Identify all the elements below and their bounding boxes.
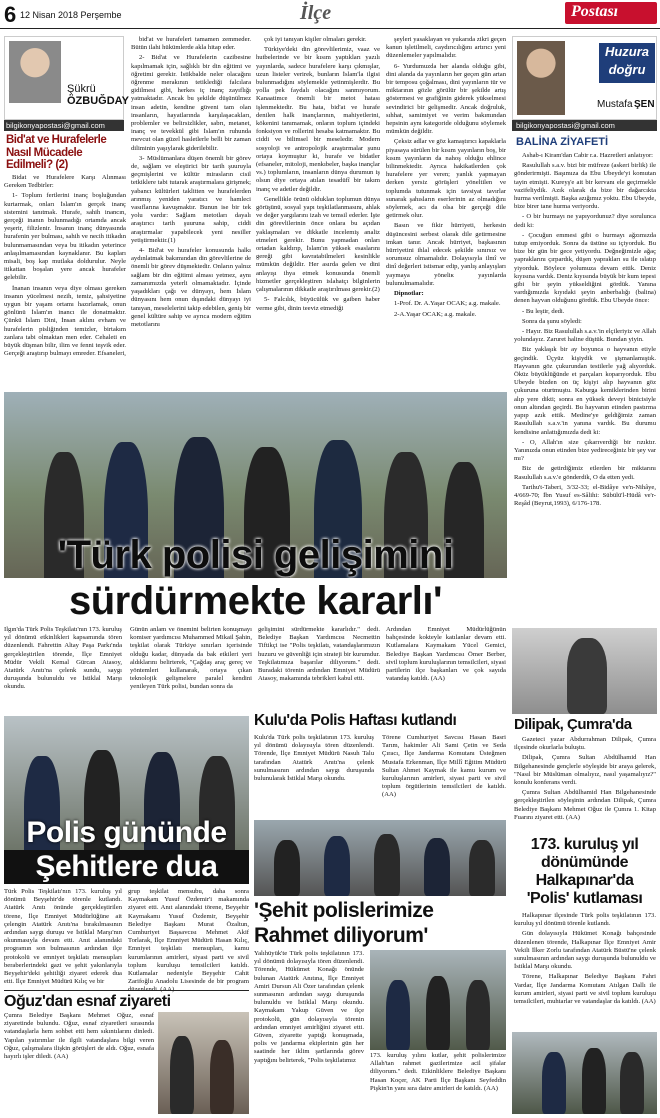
photo-person (426, 976, 450, 1050)
photo-person (274, 840, 300, 896)
right-email-bar: bilgikonyapostasi@gmail.com (512, 120, 657, 131)
photo-person (567, 638, 607, 714)
main-story-col2: Günün anlam ve önemini belirten konuşmayı komiser yardımcısı Muhammed Mikail Şahin, teşkilat olarak Türkiye sınırları içerisinde olduğu kadar, dünyada da bak etkileri yeri aldıklarını belirterek, "Çağdaş araç gereç ve yöntemleri kullanarak, ortaya çıkan teknolojik gelişmelere paralel kendini yenileyen Türk polisi, bundan sonra da (130, 626, 252, 691)
sehit-col1: Yalıhüyük'te Türk polis teşkilatının 173. yıl dönümü dolayısıyla tören düzenlendi. Törende, Hükümet Konağı önünde bulunan Atatürk Anıtına, İlçe Emniyet Amiri Dursun Ali Özer tarafından çelenk sunmasının ardından saygı duruşunda bulunuldu ve İstiklal Marşı okundu. Kaymakam Yakup Güven ve ilçe protokolü, gün dolayısıyla törenin ardından emniyet amirliğini ziyaret etti. Güven, ziyarette yaptığı konuşmada, polis ve jandarma ekiplerinin gün her saatinde her iklim şartlarında görev yaptığını belirterek, "Polis teşkilatımız (254, 950, 364, 1064)
photo-person (374, 834, 400, 896)
left-article-title: Bid'at ve Hurafelerle Nasıl Mücadele Edilmeli? (2) (6, 134, 107, 171)
dilipak-photo (512, 628, 657, 714)
photo-person (466, 980, 490, 1050)
left-author-box (4, 36, 129, 120)
sehit-headline-line1: 'Şehit polislerimize (254, 899, 434, 922)
right-author-first-name: Mustafa (597, 99, 633, 110)
masthead-logo (565, 2, 657, 24)
photo-person (170, 1036, 194, 1114)
oguz-photo (158, 1012, 249, 1114)
photo-person (386, 980, 410, 1050)
halkapinar-headline (512, 836, 657, 908)
article-column-4: şeyleri yasaklayan ve yukarıda zikri geçen kanun işletilmeli, caydırıcılığını artırıcı yeni düzenlemeler yapılmalıdır. 6- Yurdumuzda her alanda olduğu gibi, dini alanda da yayınların her geçen gün artan bir temposu çoğalması, dini yayınların tür ve miktarının gözle görülür bir şekilde artış göstermesi ve grafiğinin giderek yükselmesi sevindirici bir gelişmedir. Ancak doğruluk, sıhhat, samimiyet ve verim bakımından hepsinin aynı kategoride olduğunu söylemek mümkün değildir. Çeksiz adlar ve göz kamaştırıcı kapaklarla piyasaya sürülen bir kısım yayınların boş, bir kısım yayınların da nahoş olduğu ehlince bilinmektedir. Ayrıca hakikatlerden çok hurafelere yer veren; yanlık yapmayan derken yersiz görüşleri yöneltilen ve toplumda tutunmak için tavsiyat tavırlar sunarak şahısların eserlerinin az olmadığını söylemek, acı da olsa bir gerçeği dile getirmek olur. Basın ve fikir hürriyeti, herkesin düşüncesini serbest olarak dile getirmesine imkan tanır. Ancak hürriyet, başkasının hürriyetini ihlal edecek şekilde sınırsız ve sorumsuz olmamalıdır. Dolayısıyla ilmî ve dinî değerleri istismar edip, yanlış anlayışları yaymaya yöneliк yayınlarda bulunulmamalıdır. Dipnotlar: 1-Prof. Dr. A.Yaşar OCAK; a.g. makale. 2-A.Yaşar OCAK; a.g. makale. (386, 36, 506, 318)
dilipak-headline: Dilipak, Çumra'da (514, 716, 632, 733)
issue-date: 12 Nisan 2018 Perşembe (20, 10, 122, 20)
polis-gunu-headline-line1: Polis gününde (26, 816, 227, 849)
sehit-col2: 173. kuruluş yılını kutlar, şehit polislerimize Allah'tan rahmet gazilerimize acil şifalar diliyorum." dedi. Etkinliklere Belediye Başkanı Hasan Koçer, AK Parti İlçe Başkanı Seyfeddin Pişkin'in yanı sıra daire amirleri de katıldı. (AA) (370, 1052, 506, 1092)
sehit-headline-line2: Rahmet diliyorum' (254, 924, 428, 947)
photo-person (210, 1040, 234, 1114)
photo-person (542, 1052, 566, 1114)
main-story-col4: Ardından Emniyet Müdürlüğünün bahçesinde kokteyle katılanlar devam etti. Kutlamalara Kaymakam Yücel Gemici, Belediye Başkan Yardımcısı Ömer Berber, sivil toplum kuruluşlarının temsilcileri, siyasi partilerin ilçe başkanları ve çok sayıda vatandaş katıldı. (AA) (386, 626, 506, 683)
right-author-last-name: ŞEN (634, 99, 655, 110)
photo-person (324, 836, 350, 896)
kulu-headline: Kulu'da Polis Haftası kutlandı (254, 712, 457, 729)
article-column-2: bid'at ve hurafeleri tamamen zemmeder. Bütün ilahi hükümlerde akla hitap eder. 2- Bid'at ve Hurafelerin cazibesine kapılmamak için, sağlıklı bir din eğitimi ve öğretimi gerekir. İstikbalde neler olacağını öğrenme merakının tetiklediği falcılara gidilmesi gibi, herkes iç inanç zayıflığı yatmaktadır. Ancak bu şekilde düşünülmez insan adetin, kendine güveni tam olan insanların, hayatlarında karşılaşacakları, problemler ve belirsizlikler, sabrı, metanet, inanç ve tevekkül gibi İslam'ın ruhunda mevcut olan güzel hasletlerle belli bir zaman diliminin yaşıylarak giderilebilir. 3- Müslümanlara düşen önemli bir görev de, sağlam ve eleştirici bir tarih şuuruyla geçmişlerini ve kültür mirasların cisil tetkiklere tabi tutarak araştırmalara girişmek; yabancı kültürleri taklitten ve hurafelerden arınmış yeniden yaratıcı ve hamleci vasıflarına kavuşmaktır. Bunun ise bir tek yolu vardır: Sağlam metotları dayalı araştırıcı tarih şuuruna sahip, ciddi araştırmalar yapabilecek yeni nesiller yetiştirmektir.(1) 4- Bid'at ve hurafeler konusunda halkı aydınlatmak bakımından din görevlilerine de önemli bir görev düşmektedir. Onların yalnız sağlam bir din eğitimi alması yetmez, aynı zamanımızda yeterli olmamaktadır. İçinde yaşadıkları çağı ve dünyayı, hem İslam dünyasını hem onun dışındaki dünyayı iyi tanıyan, meselelerini takip edebilen, geniş bir genel kültüre sahip ve ayrıca modern eğitim metotlarını (131, 36, 251, 328)
author-first-name: Şükrü (67, 83, 96, 95)
author-photo (9, 41, 61, 103)
halkapinar-headline-line2: dönümünde (540, 854, 629, 871)
photo-person (424, 838, 450, 896)
photo-person (582, 1048, 606, 1114)
right-author-photo (517, 41, 565, 115)
oguz-body: Çumra Belediye Başkanı Mehmet Oğuz, esnaf ziyaretinde bulundu. Oğuz, esnaf ziyaretleri sırasında vatandaşlarla hem sohbet etti hem sıkıntılarını dinledi. Yapılan yatırımlar ile ilgili vatandaşlara bilgi veren Oğuz, çalışmalara ilişkin görüşleri de aldı. Oğuz, esnafa hayırlı işler diledi. (AA) (4, 1012, 154, 1061)
main-story-col1: Ilgın'da Türk Polis Teşkilatı'nın 173. kuruluş yıl dönümü etkinlikleri kapsamında tören düzenlendi. Fahrettin Altay Paşa Parkı'nda gerçekleştirilen törende, İlçe Emniyet Müdür Vekili Kemal Gürcan Atasoy, Atatürk Anıtı'na çelenk sundu, saygı duruşunda bulunuldu ve İstiklal Marşı okundu. (4, 626, 122, 691)
dilipak-body: Gazeteci yazar Abdurrahman Dilipak, Çumra ilçesinde okurlarla buluştu. Dilipak, Çumra Sultan Abdülhamid Han Bilgehanesinde gençlerle söyleşide bir araya gelerek, "Nasıl bir Müslüman olmalıyız, nasıl yaşamalıyız?" konulu konferans verdi. Çumra Sultan Abdülhamid Han Bilgehanesinde gerçekleştirilen söyleşinin ardından Dilipak, Çumra Belediye Başkanı Mehmet Oğuz ile Çumra 1. Kitap Fuarını ziyaret etti. (AA) (514, 736, 656, 821)
polis-gunu-headline (4, 816, 249, 884)
left-email-bar: bilgikonyapostasi@gmail.com (4, 120, 124, 131)
column-name-box (599, 43, 655, 83)
right-author-box (512, 36, 657, 120)
main-headline-line1: 'Türk polisi gelişimini (57, 533, 454, 577)
column-name-line2: doğru (608, 62, 646, 77)
halkapinar-body: Halkapınar ilçesinde Türk polis teşkilatının 173. kuruluş yıl dönümü törenle kutlandı. Gün dolayısıyla Hükümet Konağı bahçesinde düzenlenen törende, Halkapınar İlçe Emniyet Amir Vekili İlker Zorlu tarafından Atatürk Büstü'ne çelenk sunulmasının ardından saygı duruşunda bulunuldu ve İstiklal Marşı okundu. Törene, Halkapınar Belediye Başkanı Fahri Vardar, İlçe Jandarma Komutanı Atılgan Dallı ile kurum amirleri, siyasi parti ve sivil toplum kuruluşu temsilcileri, muhtarlar ve vatandaşlar da katıldı. (AA) (514, 912, 656, 1006)
halkapinar-headline-line1: 173. kuruluş yıl (530, 836, 639, 853)
main-headline-line2: sürdürmekte kararlı' (4, 578, 507, 624)
photo-person (620, 1052, 644, 1114)
main-headline (4, 532, 507, 624)
main-story-col3: gelişimini sürdürmekte kararlıdır." dedi. Belediye Başkan Yardımcısı Necmettin Tiftikçi ise "Polis teşkilatı, vatandaşlarımızın huzuru ve güvenliği için strateji bir kurumdur. Teşkilatımıza başarılar diliyorum." dedi. Buradaki törenin ardından Emniyet Müdürü Atasoy, makamında tebrikleri kabul etti. (258, 626, 380, 683)
polis-gunu-col1: Türk Polis Teşkilatı'nın 173. kuruluş yıl dönümü Beyşehir'de törenle kutlandı. Atatürk Anıtı önünde gerçekleştirilen törene, İlçe Emniyet Müdürlüğüne ait çelengin Atatürk Anıtı'na bırakılmasının ardından saygı duruşu ve İstiklal Marşı'nın okunmasıyla devam etti. Anıt alanındaki programın son bulmasının ardından ilçe protokolü ve emniyet teşkilatı mensupları beraberlerindeki gazi ve şehit yakınlarıyla Beyşehir'deki şehitliği ziyaret ederek dua etti. İlçe Emniyet Müdürü Kılıç ve bir (4, 888, 122, 986)
author-last-name: ÖZBUĞDAY (67, 95, 129, 107)
section-title: İlçe (300, 2, 332, 24)
page-number: 6 (4, 2, 17, 27)
right-article-title: BALİNA ZİYAFETİ (516, 136, 609, 148)
polis-gunu-col2: grup teşkilat mensubu, daha sonra Kaymakam Yusuf Özdemir'i makamında ziyaret etti. Anıt alanındaki törene, Beyşehir Kaymakamı Yusuf Özdemir, Beyşehir Belediye Başkanı Murat Özaltun, Cumhuriyet Başsavcısı Mehmet Akif Torlarak, İlçe Emniyet Müdürü Hasan Kılıç, Emniyet teşkilatı mensupları, kamu kurumlarının amirleri, siyasi parti ve sivil toplum kuruluşu temsilcileri katıldı. Kutlamalar nedeniyle Beyşehir Cahit Zarifoğlu Anadolu Lisesinde de bir program düzenlendi. (AA) (128, 888, 249, 994)
header-rule (0, 28, 660, 29)
page-header (0, 0, 660, 30)
masthead-text: Postası (571, 3, 619, 20)
oguz-headline: Oğuz'dan esnaf ziyareti (4, 990, 249, 1011)
right-article-body: Ashab-ı Kiram'dan Cabir r.a. Hazretleri anlatıyor: Rasulullah s.a.v. bizi bir müfreze (askeri birlik) ile gönderirmişti. Başımıza da Ebu Ubeyde'yi komutan tayin etmişti. Kureyş'e ait bir kervanı ele geçirmekle vazifeliydik. Azık olarak da bize bir dağarcıkta hurma verilmişti. Başka azığımız yoktu. Ebu Ubeyde, bize birer tane hurma veriyordu. - O bir hurmayı ne yapıyordunuz? diye sorulunca dedi ki: - Çocuğun emmesi gibi o hurmayı ağzımızda tutup emiyorduk. Sonra da üstüne su içiyorduk. Bu bize bir gün bir gece yetiyordu. Değneğimizle ağaç yapraklarını çırpardık, düşen yaprakları su ile ıslatıp yiyorduk. Böylece yolumuza devam ettik. Deniz kıyısına vardık. Deniz kıyısında büyük bir kum tepesi gibi bir şeyin yükseldiğini gördük. Yanına vardığımızda kıyıdaki şeyin anberbalığı (balina) denen hayvan olduğunu gördük. Ebu Ubeyde önce: - Bu leştir, dedi. Sonra da şunu söyledi: - Hayır. Biz Rasulullah s.a.v.'in elçileriyiz ve Allah yolundayız. Zaruret haline düştük. Bundan yiyin. Biz yaklaşık bir ay boyunca o hayvanın etiyle geçindik. Üçyüz kişiydik ve şişmanlamıştık. Hayvanın göz çukurundan testilerle yağ alıyorduk. Öküz büyüklüğünde et parçaları koparıyorduk. Ebu Ubeyde bizden on üç kişiyi alıp hayvanın göz çukuruna oturtmuştu. Kaburga kemiklerinden birini alıp yere dikti; sonra en yüksek deveyi binicisiyle onun altından geçirdi. Bu hayvanın etinden pastırma yapıp azık ettik. Medine'ye geldiğimiz zaman Rasulullah s.a.v.'in yanına vardık. Bu durumu kendisine anlattığımızda dedi ki: - O, Allah'ın size çıkarıverdiği bir rızıktır. Yanınızda onun etinden bize yedireceğiniz bir şey var mı? Biz de getirdiğimiz etlerden bir miktarını Rasulullah s.a.v.'e gönderdik, O da etten yedi. Tarihu't-Taberi, 3/32-33; el-Bidâye ve'n-Nihâye, 4/669-70; İbn Yusuf es-Sâlihi: Sübülü'l-Hüdâ ve'r-Reşâd (Beyrut,1993), 6/176-178. (514, 152, 656, 508)
halkapinar-headline-line4: 'Polis' kutlaması (526, 890, 643, 907)
article-column-3: çok iyi tanıyan kişiler olmaları gerekir. Türkiye'deki din görevlilerimiz, vaaz ve hutbelerinde ve bir kısım yaptıkları yazılı yayınlarda, sadece hurafelere karşı çıkmışlar, uzun listeler verirek, bunların İslam'la ilgisi bulunmadığını söylemekle yetinmişlerdir. Bu yolla pek faydalı olacağını sanmıyorum. Kanaatimce önemli bir metot hatası işlenmektedir. Bu hata, bid'at ve hurafe denilen halk inançlarının, mahiyetlerini, kökenini tanımamak, onların toplum içindeki fonksiyon ve rollerini hesaba katmamaktır. Bu ciddi ve bilimsel bir meseledir. Modern sosyoloji ve antropolojik araştırmalar şunu ortaya koymuştur ki, hurafe ve bidatler (efsaneler, mitoloji, menkıbeler, başka inançlar vs.) toplumların, insanların dünya durumun iş olsun diye ortaya atılan tesadüfî bir takım inanç ve adetler değildir. Genellikle örünü olduklan toplumun dünya görüşünü, sosyal yapı teşkilatlanmasını, ahlak ve değer yargılarını izah ve temsil ederler. İşte din görevlilerinin önce onlara bu açıdan yaklaşmaları ve dikkatle incelemiş analiz etmeleri gerekir. Bunu yapmadan onları ortadan kaldırıp, İslam'ın yüksek esaslarını gereği gibi kavratabilmeleri kesinlikle mümkün değildir. Her asırda gelen ve dini anlayışı ihya etmek konusunda önemli hizmetler gerçekleştiren islahatçı bilginlerin çalışmalarının dikkatle araştırılması gerekir.(2) 5- Falcılık, büyücülük ve gaiben haber verme gibi, dinin teeviz etmediği (256, 36, 380, 312)
sehit-photo (370, 950, 506, 1050)
photo-person (469, 840, 495, 896)
halkapinar-photo (512, 1032, 657, 1114)
kulu-photo (254, 820, 506, 896)
polis-gunu-headline-line2: Şehitlere dua (4, 850, 249, 884)
kulu-col2: Törene Cumhuriyet Savcısı Hasan Basri Tarım, hakimler Ali Sami Çetin ve Seda Çıracı, İlçe Jandarma Komutanı Üsteğmen Mustafa Erkenman, İlçe Millî Eğitim Müdürü Sultan Ahmet Kaymak ile kamu kurum ve kuruluşlarının amirleri, siyasi parti ve sivil toplum örgütlerinin temsilcileri de katıldı. (AA) (382, 734, 506, 799)
halkapinar-headline-line3: Halkapınar'da (535, 872, 634, 889)
kulu-col1: Kulu'da Türk polis teşkilatının 173. kuruluş yıl dönümü dolayısıyla tören düzenlendi. Törende, İlçe Emniyet Müdürü Nasuh Talu tarafından Atatürk Anıtı'na çelenk sunulmasının ardından saygı duruşunda bulunularak İstiklal Marşı okundu. (254, 734, 374, 783)
sehit-headline (254, 898, 506, 948)
left-article-body: Bidat ve Hurafelere Karşı Alınması Gereken Tedbirler: 1- Toplum fertlerini inanç boşluğundan kurtarmak, onları İslam'ın gerçek inanç sistemini tanıtmak. Hurafe, sahih inancın, gerçeği inanın bulunmadığı ortamda ancak yeşerir, filizlenir. İnsanın inanç dünyasında hurafenin yer bulması, sahih ve necih itikadın bulunmamasından veya bu itikadın yeterince anlaşılmamasından kaynaklanır. Bu kapları misali, boş kap mutlaka doldurulur. Neyle itikattan boşalan yere ancak hurafeler gelebilir. İnanan insanın veya diye olması gereken insanın yücelmesi nezih, temiz, şahsiyetine uygun bir yaşam ortamı hazırlamak, onun gönlünü İslam'ın inancı ile donatmaktır. Çünkü İslam Dini, İnsan aklını evham ve hurafelerin pisliğinden temizler, birtakım zanlara tabi olmaktan men eder. Cehaleti en büyük düşman bilir, ilim ve fenni teşvik eder. Gerçeği araştırıp bulmayı emreder. Efsaneleri, (4, 174, 126, 358)
column-name-line1: Huzura (604, 44, 650, 59)
